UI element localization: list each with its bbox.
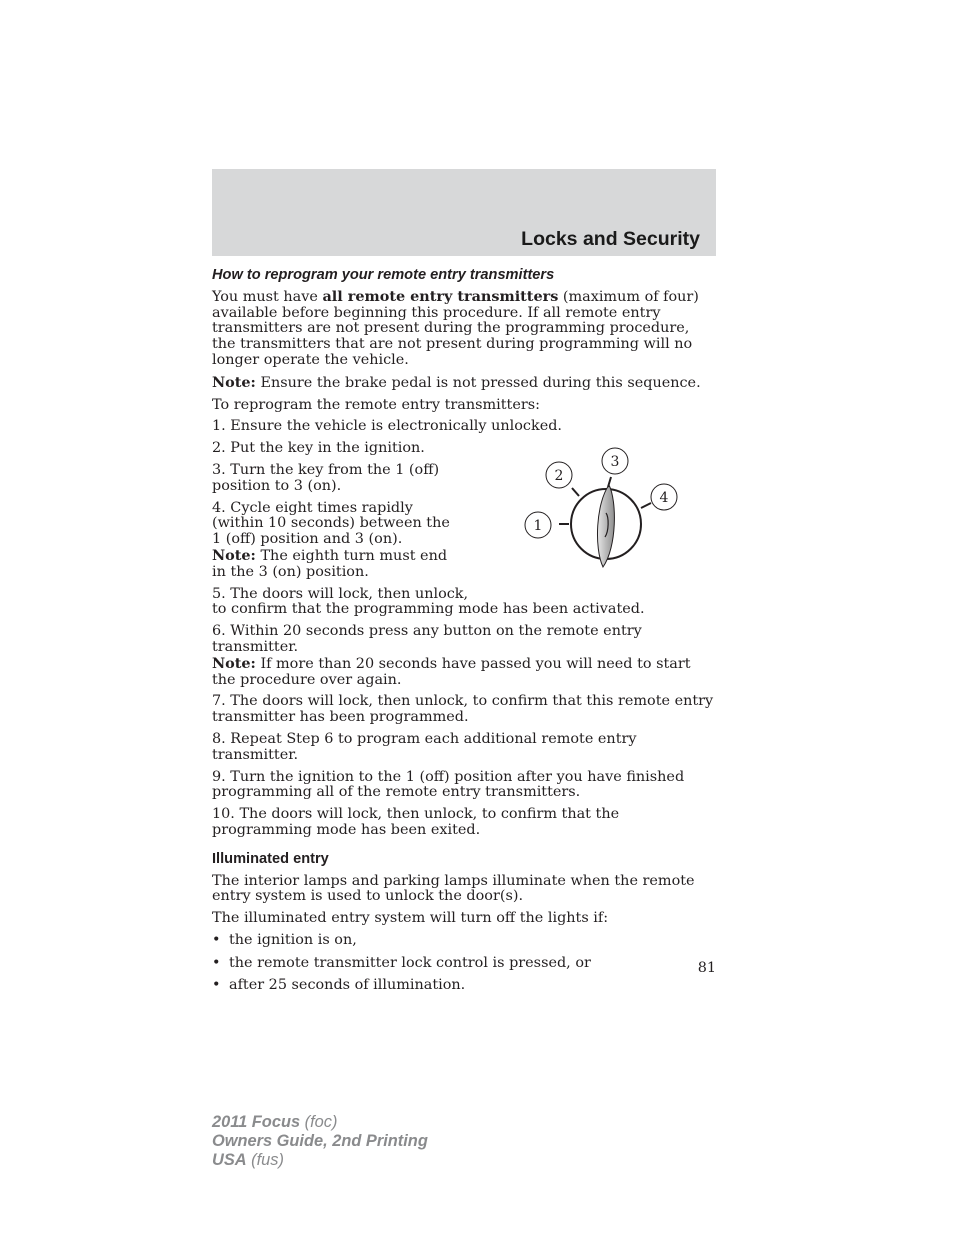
- footer-line-2: Owners Guide, 2nd Printing: [212, 1132, 428, 1150]
- section-title: Locks and Security: [521, 228, 700, 250]
- step-2: 2. Put the key in the ignition.: [212, 440, 425, 457]
- step-10: 10. The doors will lock, then unlock, to confirm that the programming mode has been exited.: [212, 806, 620, 838]
- step-6: [212, 624, 716, 688]
- bullet-text: the remote transmitter lock control is pressed, or: [229, 954, 591, 971]
- position-4-label: 4: [659, 490, 669, 506]
- bullet-dot: •: [212, 977, 221, 994]
- step-4: [212, 501, 462, 581]
- step-4-note-label: Note:: [212, 546, 256, 564]
- footer-line-1: [212, 1113, 428, 1132]
- tick-2: [572, 488, 579, 496]
- step-4-note-text: The eighth turn must end in the 3 (on) position.: [212, 547, 448, 580]
- step-1: 1. Ensure the vehicle is electronically unlocked.: [212, 418, 562, 435]
- footer-line-3: [212, 1151, 428, 1170]
- step-9: 9. Turn the ignition to the 1 (off) position after you have finished programming all of the remote entry transmitters.: [212, 768, 685, 801]
- bullet-item: [212, 933, 716, 949]
- step-3: 3. Turn the key from the 1 (off) position to 3 (on).: [212, 461, 440, 494]
- step-6-note-text: If more than 20 seconds have passed you will need to start the procedure over again.: [212, 655, 691, 688]
- step-5-line-1: 5. The doors will lock, then unlock,: [212, 585, 469, 602]
- step-7: 7. The doors will lock, then unlock, to confirm that this remote entry transmitter has been programmed.: [212, 693, 714, 726]
- bullet-text: after 25 seconds of illumination.: [229, 977, 466, 994]
- footer-model-code: (foc): [300, 1113, 338, 1131]
- note-label: Note:: [212, 373, 256, 391]
- page-number: 81: [697, 960, 716, 976]
- step-4-text: 4. Cycle eight times rapidly (within 10 seconds) between the 1 (off) position and 3 (on).: [212, 499, 450, 548]
- bullet-text: the ignition is on,: [229, 931, 357, 948]
- intro-text-start: You must have: [212, 288, 323, 305]
- footer: [212, 1113, 428, 1170]
- bullet-item: [212, 956, 716, 972]
- bullet-item: [212, 978, 716, 994]
- step-6-text: 6. Within 20 seconds press any button on the remote entry transmitter.: [212, 623, 642, 655]
- page-content: [212, 266, 716, 1001]
- illuminated-para-1: The interior lamps and parking lamps illuminate when the remote entry system is used to unlock the door(s).: [212, 872, 695, 905]
- brake-note: [212, 375, 716, 392]
- tick-4: [641, 503, 651, 508]
- intro-text-end: (maximum of four) available before beginning this procedure. If all remote entry transmitters are not present during the programming procedure, the transmitters that are not present during programming will no longer operate the vehicle.: [212, 288, 699, 368]
- step-5-line-2: to confirm that the programming mode has been activated.: [212, 601, 645, 618]
- section-header-band: [212, 169, 716, 256]
- intro-paragraph: [212, 289, 716, 369]
- intro-bold-text: all remote entry transmitters: [322, 287, 559, 305]
- footer-model: 2011 Focus: [212, 1113, 301, 1131]
- footer-market: USA: [212, 1151, 247, 1169]
- lead-in: To reprogram the remote entry transmitters:: [212, 396, 540, 413]
- ignition-diagram: [520, 445, 685, 570]
- bullet-dot: •: [212, 931, 221, 948]
- step-6-note-label: Note:: [212, 654, 256, 672]
- note-text: Ensure the brake pedal is not pressed during this sequence.: [255, 374, 701, 391]
- reprogram-heading: How to reprogram your remote entry transmitters: [212, 267, 555, 283]
- footer-market-code: (fus): [246, 1151, 284, 1169]
- position-1-label: 1: [533, 518, 543, 534]
- position-3-label: 3: [610, 454, 620, 470]
- illuminated-entry-heading: Illuminated entry: [212, 850, 329, 867]
- step-8: 8. Repeat Step 6 to program each additional remote entry transmitter.: [212, 730, 637, 763]
- bullet-dot: •: [212, 954, 221, 971]
- step-5: [212, 587, 716, 619]
- illuminated-para-2: The illuminated entry system will turn off the lights if:: [212, 910, 609, 927]
- position-2-label: 2: [554, 468, 564, 484]
